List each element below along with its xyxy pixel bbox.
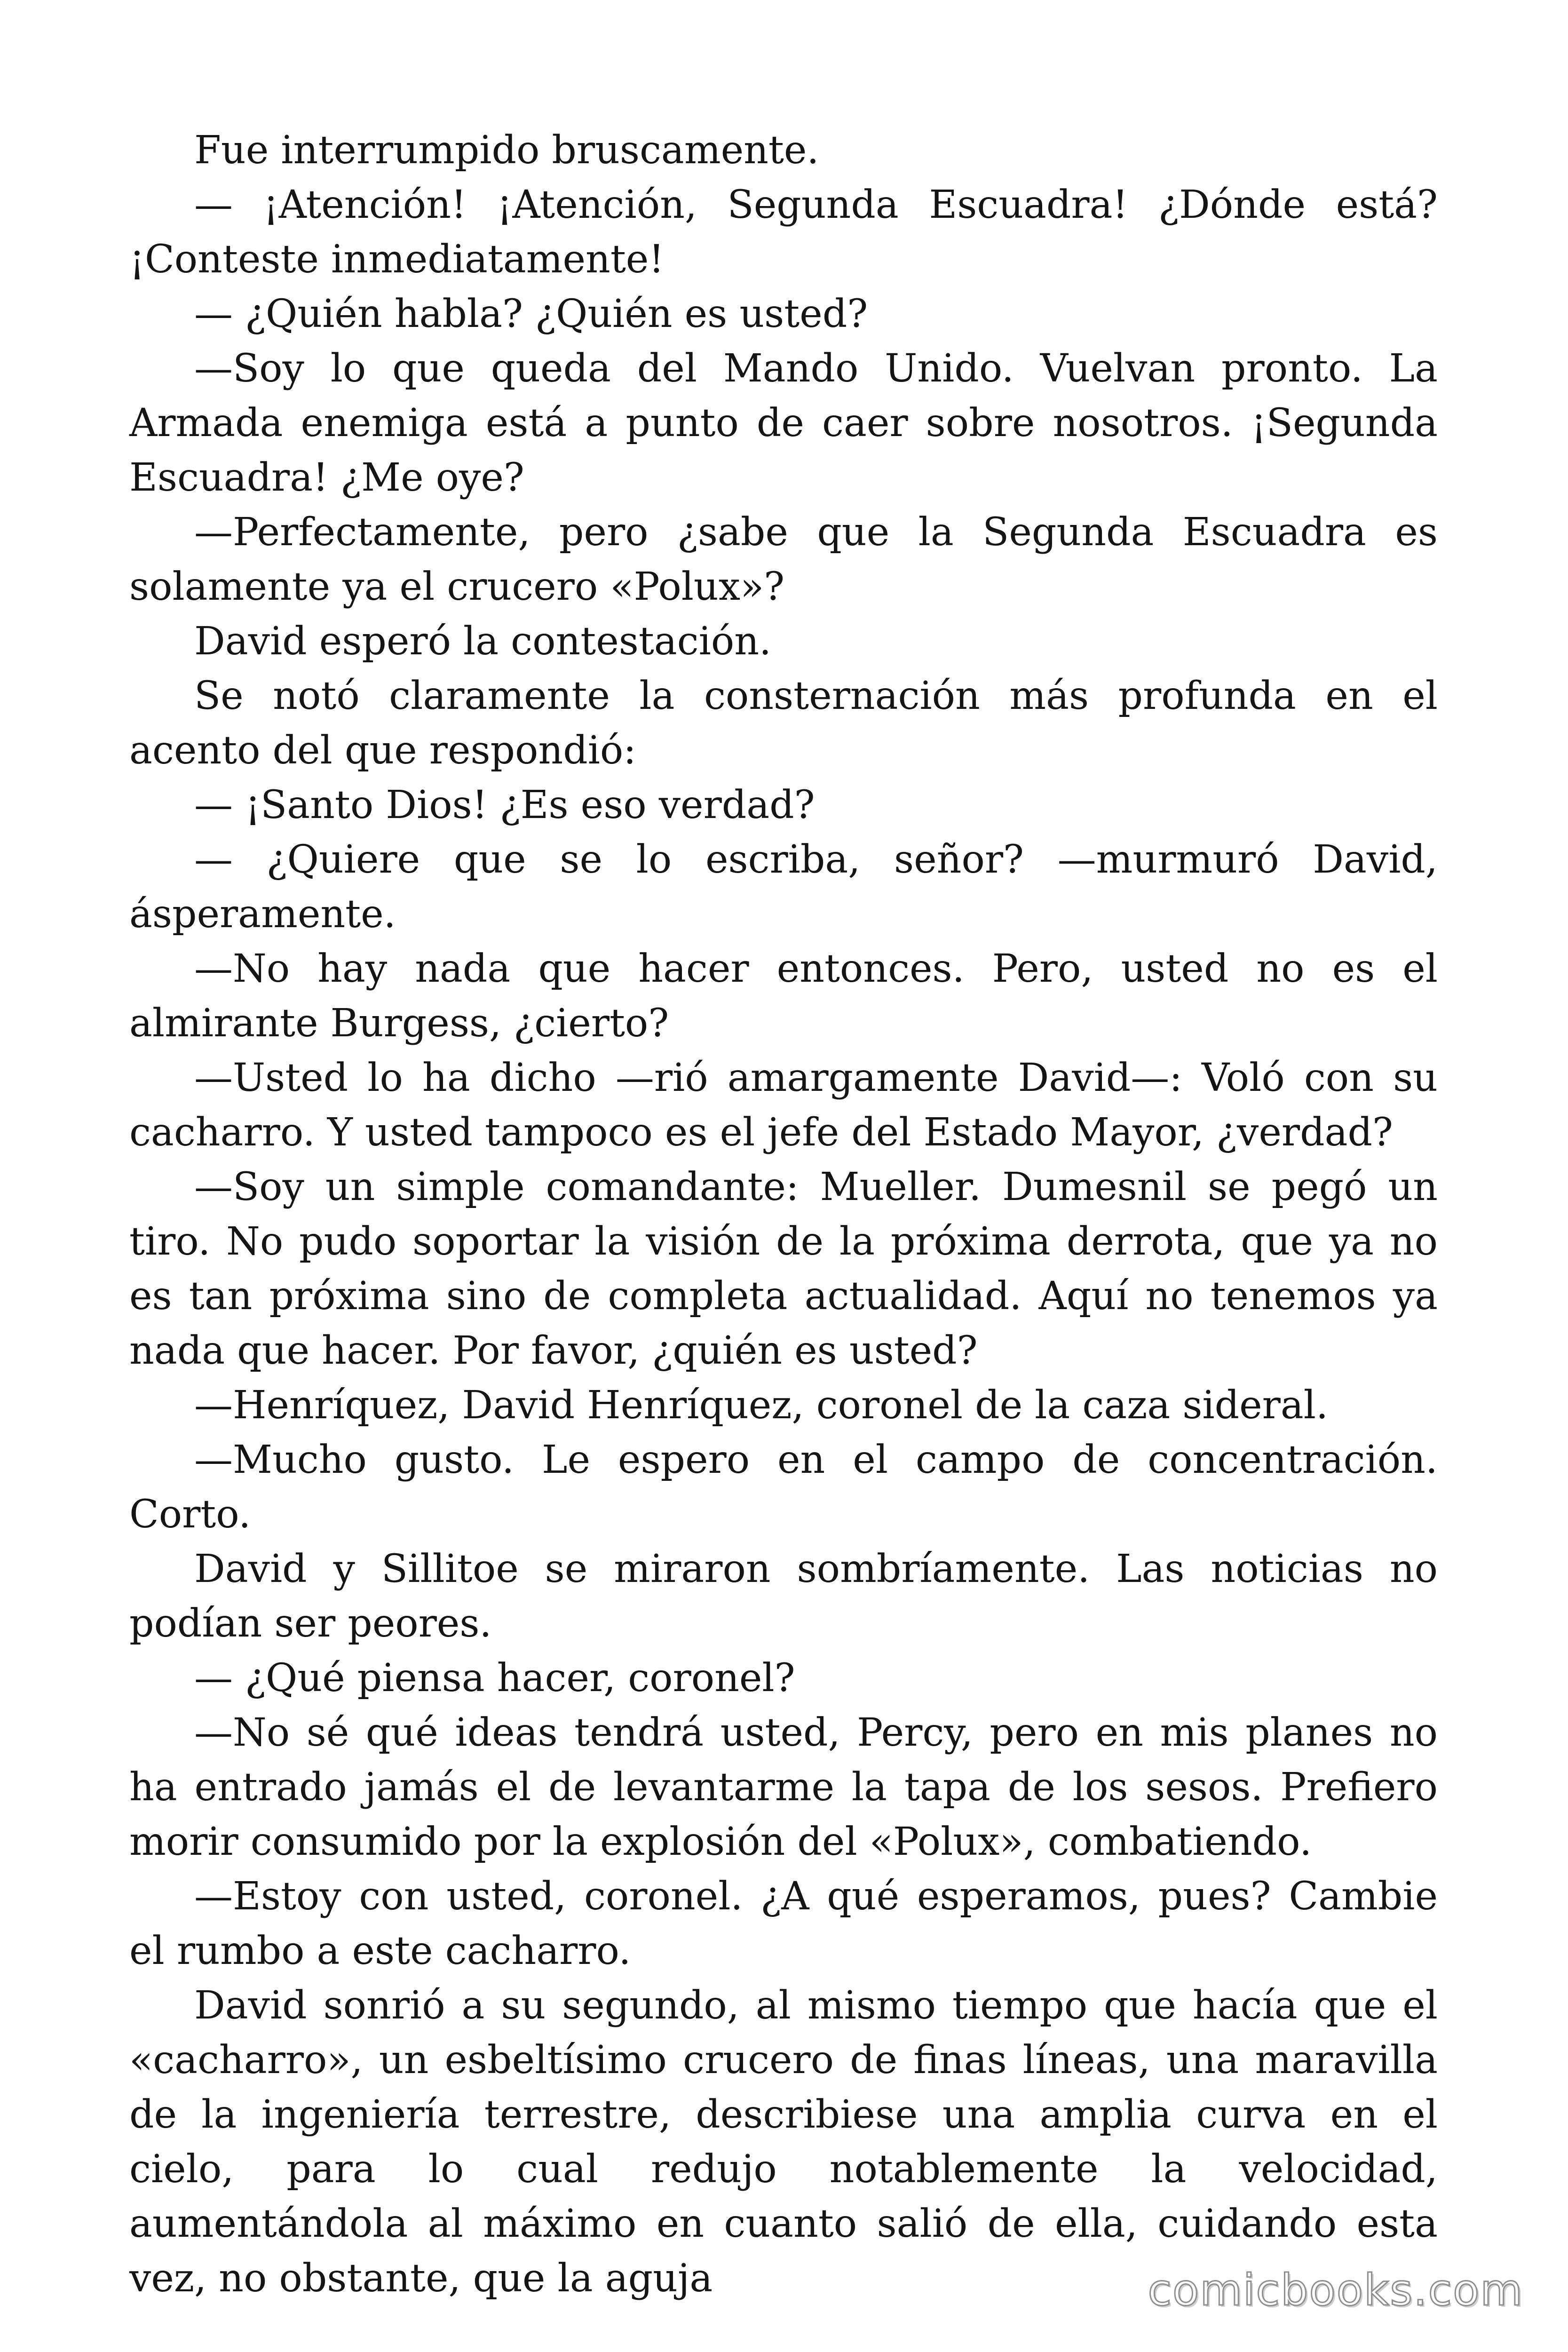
paragraph: Se notó claramente la consternación más profunda en el acento del que respondió: [129, 674, 1438, 773]
page-body [129, 123, 1438, 2306]
paragraph: David sonrió a su segundo, al mismo tiempo que hacía que el «cacharro», un esbeltísimo crucero de finas líneas, una maravilla de la ingeniería terrestre, describiese una amplia curva en el cielo, para lo cual redujo notablemente la velocidad, aumentándola al máximo en cuanto salió de ella, cuidando esta vez, no obstante, que la aguja [129, 1983, 1438, 2301]
paragraph: —Henríquez, David Henríquez, coronel de la caza sideral. [194, 1383, 1329, 1428]
paragraph: — ¿Qué piensa hacer, coronel? [194, 1656, 795, 1700]
paragraph: —Mucho gusto. Le espero en el campo de concentración. Corto. [129, 1438, 1438, 1537]
paragraph: —No sé qué ideas tendrá usted, Percy, pero en mis planes no ha entrado jamás el de levantarme la tapa de los sesos. Prefiero morir consumido por la explosión del «Polux», combatiendo. [129, 1710, 1438, 1864]
paragraph: —Soy un simple comandante: Mueller. Dumesnil se pegó un tiro. No pudo soportar la visión de la próxima derrota, que ya no es tan próxima sino de completa actualidad. Aquí no tenemos ya nada que hacer. Por favor, ¿quién es usted? [129, 1165, 1438, 1373]
paragraph: — ¿Quién habla? ¿Quién es usted? [194, 292, 868, 336]
paragraph: —Soy lo que queda del Mando Unido. Vuelvan pronto. La Armada enemiga está a punto de caer sobre nosotros. ¡Segunda Escuadra! ¿Me oye? [129, 346, 1438, 500]
paragraph: —Perfectamente, pero ¿sabe que la Segunda Escuadra es solamente ya el crucero «Polux»? [129, 510, 1438, 609]
paragraph: Fue interrumpido bruscamente. [194, 128, 819, 173]
paragraph: David esperó la contestación. [194, 619, 772, 664]
paragraph: — ¡Santo Dios! ¿Es eso verdad? [194, 783, 815, 827]
paragraph: —Estoy con usted, coronel. ¿A qué esperamos, pues? Cambie el rumbo a este cacharro. [129, 1874, 1438, 1973]
paragraph: — ¡Atención! ¡Atención, Segunda Escuadra! ¿Dónde está? ¡Conteste inmediatamente! [129, 183, 1438, 282]
paragraph: —Usted lo ha dicho —rió amargamente David—: Voló con su cacharro. Y usted tampoco es el jefe del Estado Mayor, ¿verdad? [129, 1056, 1438, 1155]
watermark: comicbooks.com [1148, 2265, 1523, 2315]
paragraph: — ¿Quiere que se lo escriba, señor? —murmuró David, ásperamente. [129, 837, 1438, 937]
paragraph: —No hay nada que hacer entonces. Pero, usted no es el almirante Burgess, ¿cierto? [129, 946, 1438, 1046]
paragraph: David y Sillitoe se miraron sombríamente. Las noticias no podían ser peores. [129, 1547, 1438, 1646]
